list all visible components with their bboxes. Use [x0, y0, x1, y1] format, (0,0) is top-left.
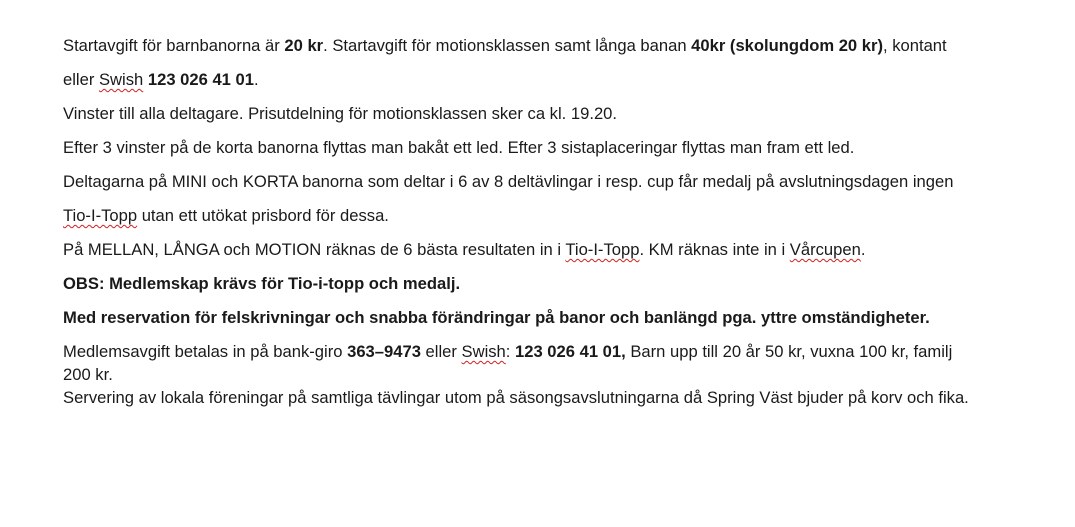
- serving-paragraph: Servering av lokala föreningar på samtliga tävlingar utom på säsongsavslutningarna då Spring Väst bjuder på korv och fika.: [63, 388, 969, 407]
- swish-word: Swish: [461, 342, 506, 361]
- adult-fee-amount: 40kr (skolungdom 20 kr): [691, 36, 883, 55]
- fee-paragraph-line2: eller Swish 123 026 41 01.: [63, 70, 259, 89]
- prizes-paragraph: Vinster till alla deltagare. Prisutdelning för motionsklassen sker ca kl. 19.20.: [63, 104, 618, 123]
- medal-paragraph-line1: Deltagarna på MINI och KORTA banorna som deltar i 6 av 8 deltävlingar i resp. cup får medalj på avslutningsdagen ingen: [63, 172, 954, 191]
- swish-word: Swish: [98, 70, 144, 89]
- moves-paragraph: Efter 3 vinster på de korta banorna flyttas man bakåt ett led. Efter 3 sistaplaceringar flyttas man fram ett led.: [63, 138, 855, 157]
- fee-text: , kontant: [882, 36, 947, 55]
- swish-number: 123 026 41 01,: [515, 342, 626, 361]
- varcupen-word: Vårcupen: [789, 240, 861, 259]
- bankgiro-number: 363–9473: [347, 342, 421, 361]
- tio-i-topp-word: Tio-I-Topp: [565, 240, 640, 259]
- swish-number: 123 026 41 01: [147, 70, 254, 89]
- tio-i-topp-word: Tio-I-Topp: [63, 206, 138, 225]
- fee-text: Startavgift för barnbanorna är: [63, 36, 285, 55]
- fee-text: . Startavgift för motionsklassen samt långa banan: [323, 36, 692, 55]
- reservation-paragraph: Med reservation för felskrivningar och snabba förändringar på banor och banlängd pga. yttre omständigheter.: [63, 308, 930, 327]
- membership-paragraph-line2: 200 kr.: [63, 365, 113, 384]
- obs-paragraph: OBS: Medlemskap krävs för Tio-i-topp och medalj.: [63, 274, 461, 293]
- fee-text: eller: [63, 70, 99, 89]
- child-fee-amount: 20 kr: [284, 36, 324, 55]
- membership-paragraph-line1: Medlemsavgift betalas in på bank-giro 363–9473 eller Swish: 123 026 41 01, Barn upp till 20 år 50 kr, vuxna 100 kr, familj: [63, 342, 953, 361]
- medal-paragraph-line2: Tio-I-Topp utan ett utökat prisbord för dessa.: [63, 206, 389, 225]
- document-body: [63, 34, 1063, 409]
- fee-paragraph-line1: [63, 34, 1063, 57]
- results-paragraph: På MELLAN, LÅNGA och MOTION räknas de 6 bästa resultaten in i Tio-I-Topp. KM räknas inte in i Vårcupen.: [63, 240, 866, 259]
